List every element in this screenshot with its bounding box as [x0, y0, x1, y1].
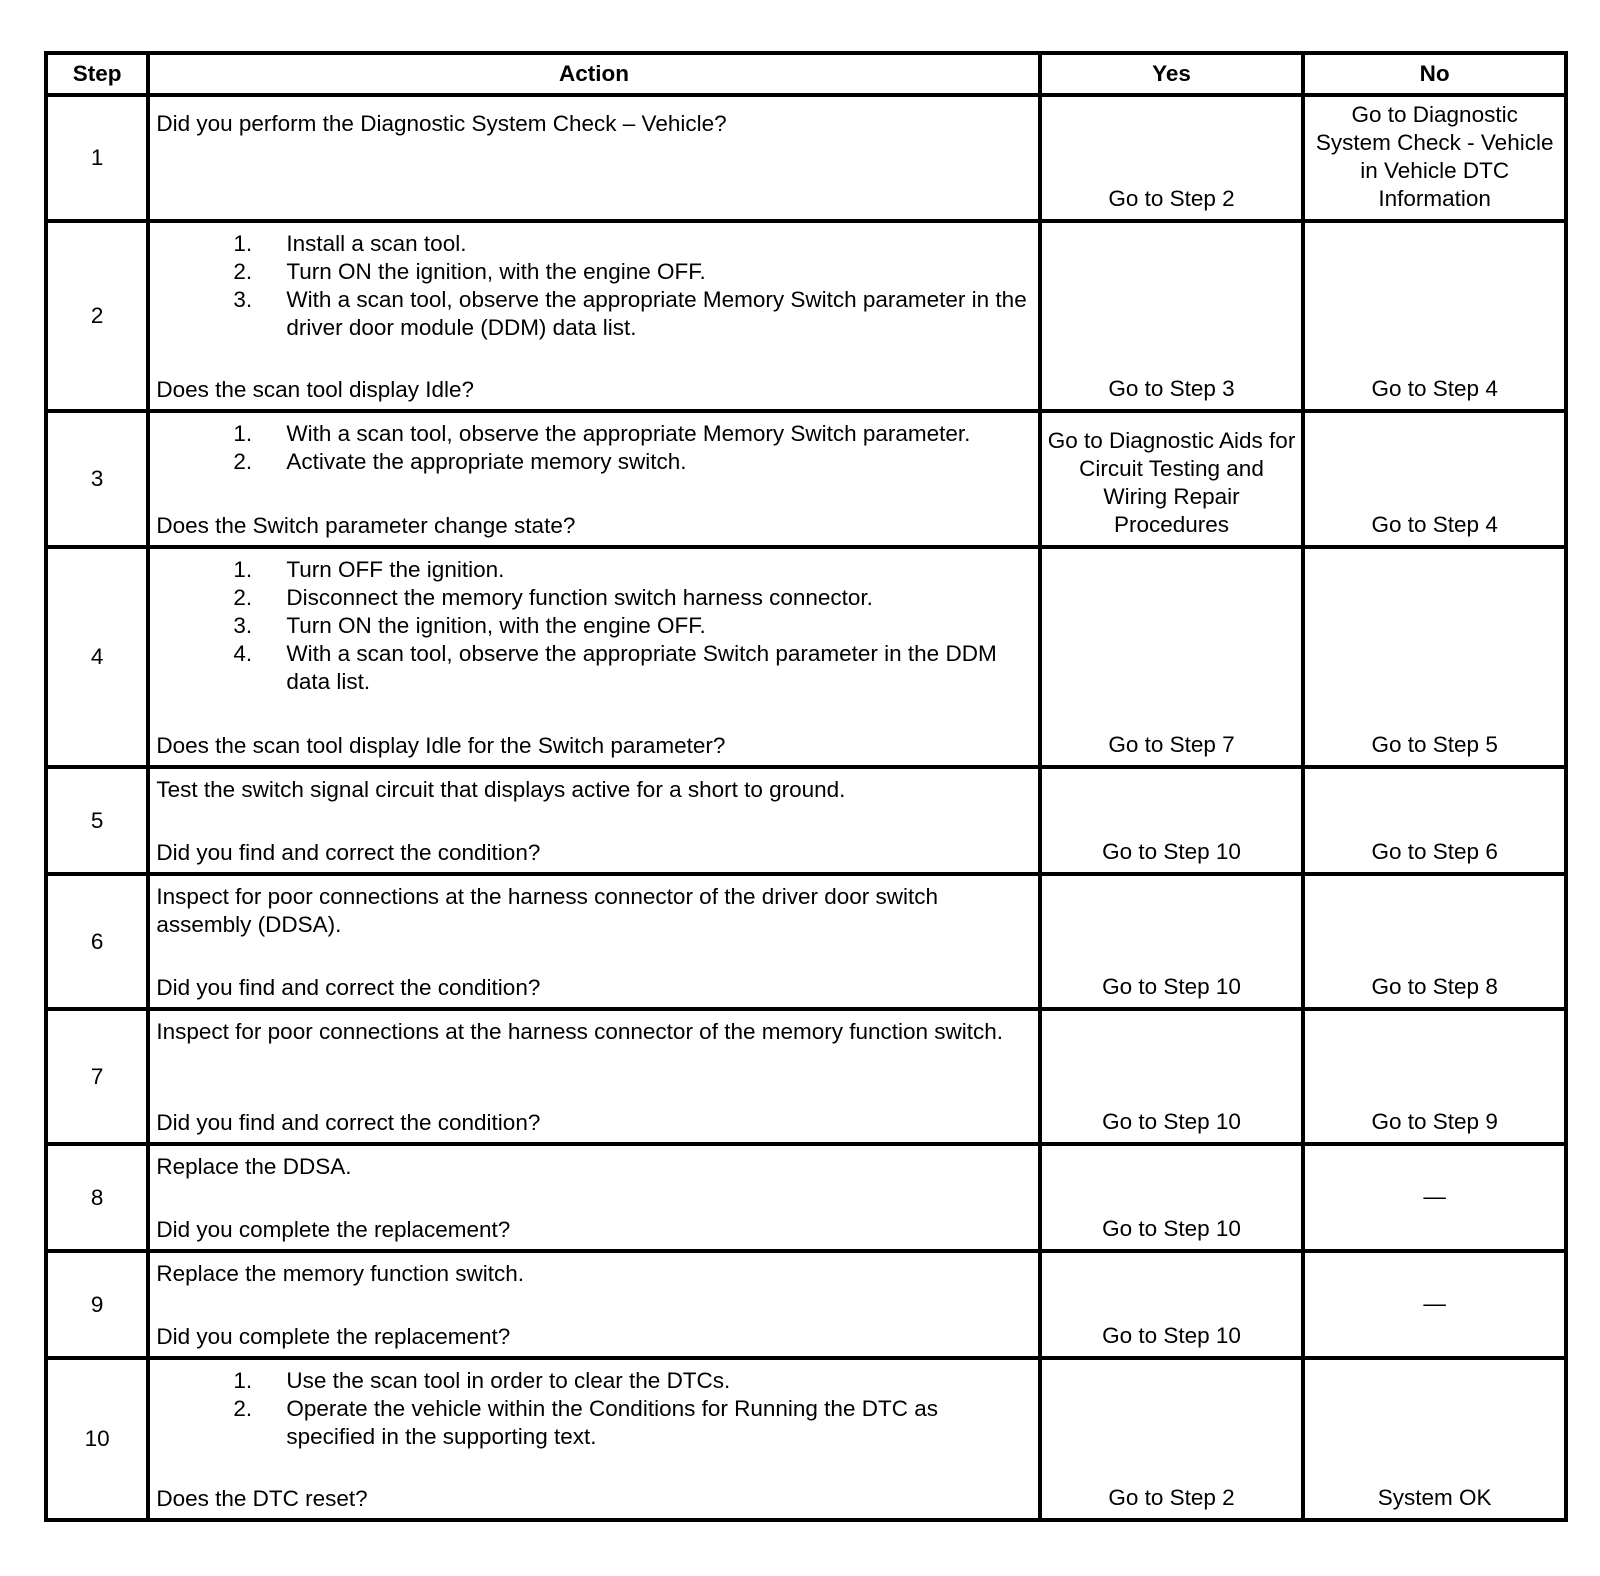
- header-no: No: [1303, 53, 1566, 95]
- step-number: 2: [46, 221, 148, 411]
- yes-result: Go to Step 2: [1040, 1358, 1304, 1520]
- action-question: Did you find and correct the condition?: [156, 1110, 541, 1135]
- yes-result: Go to Step 2: [1040, 95, 1304, 221]
- instruction-item: 2. Activate the appropriate memory switch.: [258, 448, 1031, 476]
- step-number: 5: [46, 767, 148, 874]
- action-question: Does the DTC reset?: [156, 1486, 368, 1511]
- instruction-list: [156, 1367, 1031, 1451]
- table-row: [46, 1144, 1566, 1251]
- action-cell: [148, 411, 1039, 547]
- table-row: [46, 1009, 1566, 1144]
- instruction-list: [156, 230, 1031, 342]
- instruction-item: 1. Use the scan tool in order to clear the DTCs.: [258, 1367, 1031, 1395]
- yes-result: Go to Step 10: [1040, 1009, 1304, 1144]
- action-cell: [148, 874, 1039, 1009]
- action-text: Replace the DDSA.: [156, 1154, 352, 1179]
- instruction-item: 4. With a scan tool, observe the appropriate Switch parameter in the DDM data list.: [258, 640, 1031, 696]
- action-text: Test the switch signal circuit that displays active for a short to ground.: [156, 777, 846, 802]
- yes-result: Go to Step 10: [1040, 874, 1304, 1009]
- step-number: 4: [46, 547, 148, 767]
- action-question: Did you find and correct the condition?: [156, 840, 541, 865]
- action-question: Does the Switch parameter change state?: [156, 513, 576, 538]
- table-row: [46, 874, 1566, 1009]
- table-row: [46, 547, 1566, 767]
- table-row: [46, 1251, 1566, 1358]
- action-cell: [148, 767, 1039, 874]
- action-question: Does the scan tool display Idle?: [156, 377, 475, 402]
- instruction-item: 2. Turn ON the ignition, with the engine OFF.: [258, 258, 1031, 286]
- instruction-item: 1. With a scan tool, observe the appropriate Memory Switch parameter.: [258, 420, 1031, 448]
- instruction-item: 3. Turn ON the ignition, with the engine OFF.: [258, 612, 1031, 640]
- table-body: [46, 95, 1566, 1520]
- action-text: Inspect for poor connections at the harness connector of the memory function switch.: [156, 1019, 1004, 1044]
- action-question: Did you find and correct the condition?: [156, 975, 541, 1000]
- action-text: Replace the memory function switch.: [156, 1261, 525, 1286]
- yes-result: Go to Step 10: [1040, 1144, 1304, 1251]
- no-result: Go to Step 6: [1303, 767, 1566, 874]
- no-result: Go to Step 4: [1303, 411, 1566, 547]
- table-row: [46, 1358, 1566, 1520]
- step-number: 10: [46, 1358, 148, 1520]
- step-number: 1: [46, 95, 148, 221]
- header-step: Step: [46, 53, 148, 95]
- instruction-item: 1. Turn OFF the ignition.: [258, 556, 1031, 584]
- action-question: Did you perform the Diagnostic System Check – Vehicle?: [156, 111, 727, 136]
- no-result: Go to Step 5: [1303, 547, 1566, 767]
- no-result: Go to Step 9: [1303, 1009, 1566, 1144]
- instruction-item: 2. Disconnect the memory function switch harness connector.: [258, 584, 1031, 612]
- no-result: System OK: [1303, 1358, 1566, 1520]
- action-cell: [148, 1358, 1039, 1520]
- step-number: 8: [46, 1144, 148, 1251]
- step-number: 7: [46, 1009, 148, 1144]
- no-result: Go to Step 8: [1303, 874, 1566, 1009]
- action-cell: [148, 221, 1039, 411]
- yes-result: Go to Step 7: [1040, 547, 1304, 767]
- instruction-list: [156, 556, 1031, 696]
- diagnostic-table: [44, 51, 1568, 1522]
- header-yes: Yes: [1040, 53, 1304, 95]
- step-number: 3: [46, 411, 148, 547]
- action-cell: [148, 95, 1039, 221]
- action-cell: [148, 547, 1039, 767]
- no-result: Go to Diagnostic System Check - Vehicle in Vehicle DTC Information: [1303, 95, 1566, 221]
- yes-result: Go to Step 10: [1040, 1251, 1304, 1358]
- yes-result: Go to Diagnostic Aids for Circuit Testing and Wiring Repair Procedures: [1040, 411, 1304, 547]
- no-result: Go to Step 4: [1303, 221, 1566, 411]
- action-cell: [148, 1009, 1039, 1144]
- step-number: 9: [46, 1251, 148, 1358]
- instruction-item: 3. With a scan tool, observe the appropriate Memory Switch parameter in the driver door module (DDM) data list.: [258, 286, 1031, 342]
- instruction-item: 2. Operate the vehicle within the Conditions for Running the DTC as specified in the supporting text.: [258, 1395, 1031, 1451]
- action-text: Inspect for poor connections at the harness connector of the driver door switch assembly (DDSA).: [156, 884, 939, 937]
- table-row: [46, 95, 1566, 221]
- yes-result: Go to Step 10: [1040, 767, 1304, 874]
- header-action: Action: [148, 53, 1039, 95]
- yes-result: Go to Step 3: [1040, 221, 1304, 411]
- table-row: [46, 767, 1566, 874]
- action-cell: [148, 1251, 1039, 1358]
- step-number: 6: [46, 874, 148, 1009]
- no-result: —: [1303, 1144, 1566, 1251]
- instruction-item: 1. Install a scan tool.: [258, 230, 1031, 258]
- instruction-list: [156, 420, 1031, 476]
- no-result: —: [1303, 1251, 1566, 1358]
- action-cell: [148, 1144, 1039, 1251]
- header-row: [46, 53, 1566, 95]
- action-question: Did you complete the replacement?: [156, 1217, 511, 1242]
- table-row: [46, 411, 1566, 547]
- action-question: Does the scan tool display Idle for the Switch parameter?: [156, 733, 726, 758]
- action-question: Did you complete the replacement?: [156, 1324, 511, 1349]
- table-row: [46, 221, 1566, 411]
